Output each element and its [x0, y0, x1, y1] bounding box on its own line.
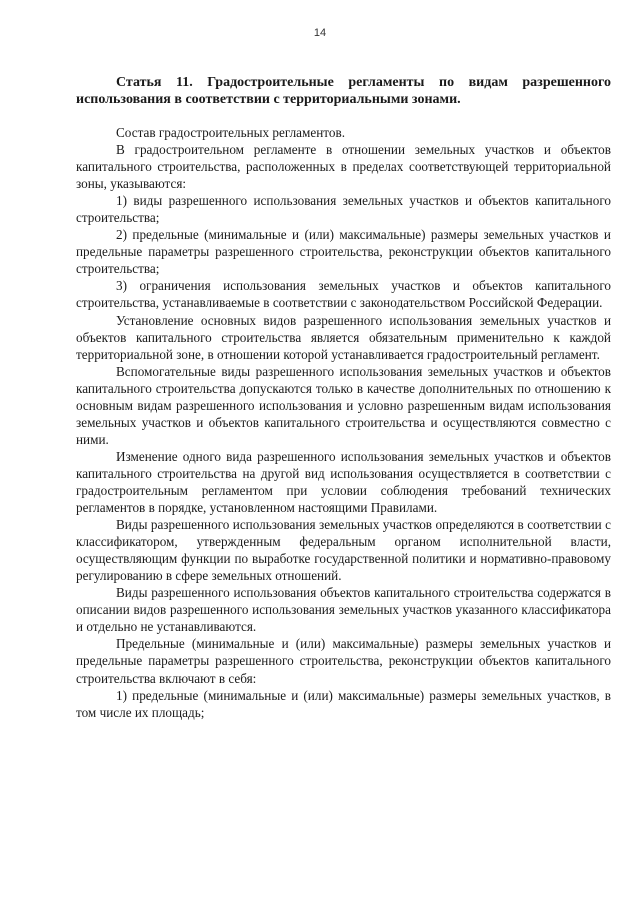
list-item-use-restrictions: 3) ограничения использования земельных участков и объектов капитального строительства, устанавливаемые в соответствии с законодательством Российской Федерации. — [76, 278, 611, 311]
paragraph-auxiliary-use-types: Вспомогательные виды разрешенного использования земельных участков и объектов капитального строительства допускаются только в качестве дополнительных по отношению к основным видам разрешенного использования и условно разрешенным видам использования земельных участков и объектов капитального строительства и осуществляются совместно с ними. — [76, 363, 611, 447]
paragraph-regulations-composition: Состав градостроительных регламентов. — [116, 125, 345, 140]
page-number: 14 — [313, 27, 327, 39]
paragraph-regulation-contents: В градостроительном регламенте в отношении земельных участков и объектов капитального строительства, расположенных в пределах соответствующей территориальной зоны, указываются: — [76, 142, 611, 192]
article-body — [76, 124, 611, 721]
list-item-permitted-use-types: 1) виды разрешенного использования земельных участков и объектов капитального строительства; — [76, 193, 611, 226]
list-item-limit-sizes: 2) предельные (минимальные и (или) максимальные) размеры земельных участков и предельные параметры разрешенного строительства, реконструкции объектов капитального строительства; — [76, 227, 611, 277]
paragraph-land-use-classifier: Виды разрешенного использования земельных участков определяются в соответствии с классификатором, утвержденным федеральным органом исполнительной власти, осуществляющим функции по выработке государственной политики и нормативно-правовому регулированию в сфере земельных отношений. — [76, 517, 611, 584]
paragraph-use-type-change: Изменение одного вида разрешенного использования земельных участков и объектов капитального строительства на другой вид использования осуществляется в соответствии с градостроительным регламентом при условии соблюдения требований технических регламентов в порядке, установленном настоящими Правилами. — [76, 448, 611, 516]
paragraph-main-use-types: Установление основных видов разрешенного использования земельных участков и объектов капитального строительства является обязательным применительно к каждой территориальной зоне, в отношении которой устанавливается градостроительный регламент. — [76, 312, 611, 362]
paragraph-limit-parameters: Предельные (минимальные и (или) максимальные) размеры земельных участков и предельные параметры разрешенного строительства, реконструкции объектов капитального строительства включают в себя: — [76, 636, 611, 686]
article-title: Статья 11. Градостроительные регламенты по видам разрешенного использования в соответствии с территориальными зонами. — [76, 75, 611, 107]
paragraph-building-use-types: Виды разрешенного использования объектов капитального строительства содержатся в описании видов разрешенного использования земельных участков указанного классификатора и отдельно не устанавливаются. — [76, 585, 611, 635]
list-item-land-plot-sizes: 1) предельные (минимальные и (или) максимальные) размеры земельных участков, в том числе их площадь; — [76, 687, 611, 720]
